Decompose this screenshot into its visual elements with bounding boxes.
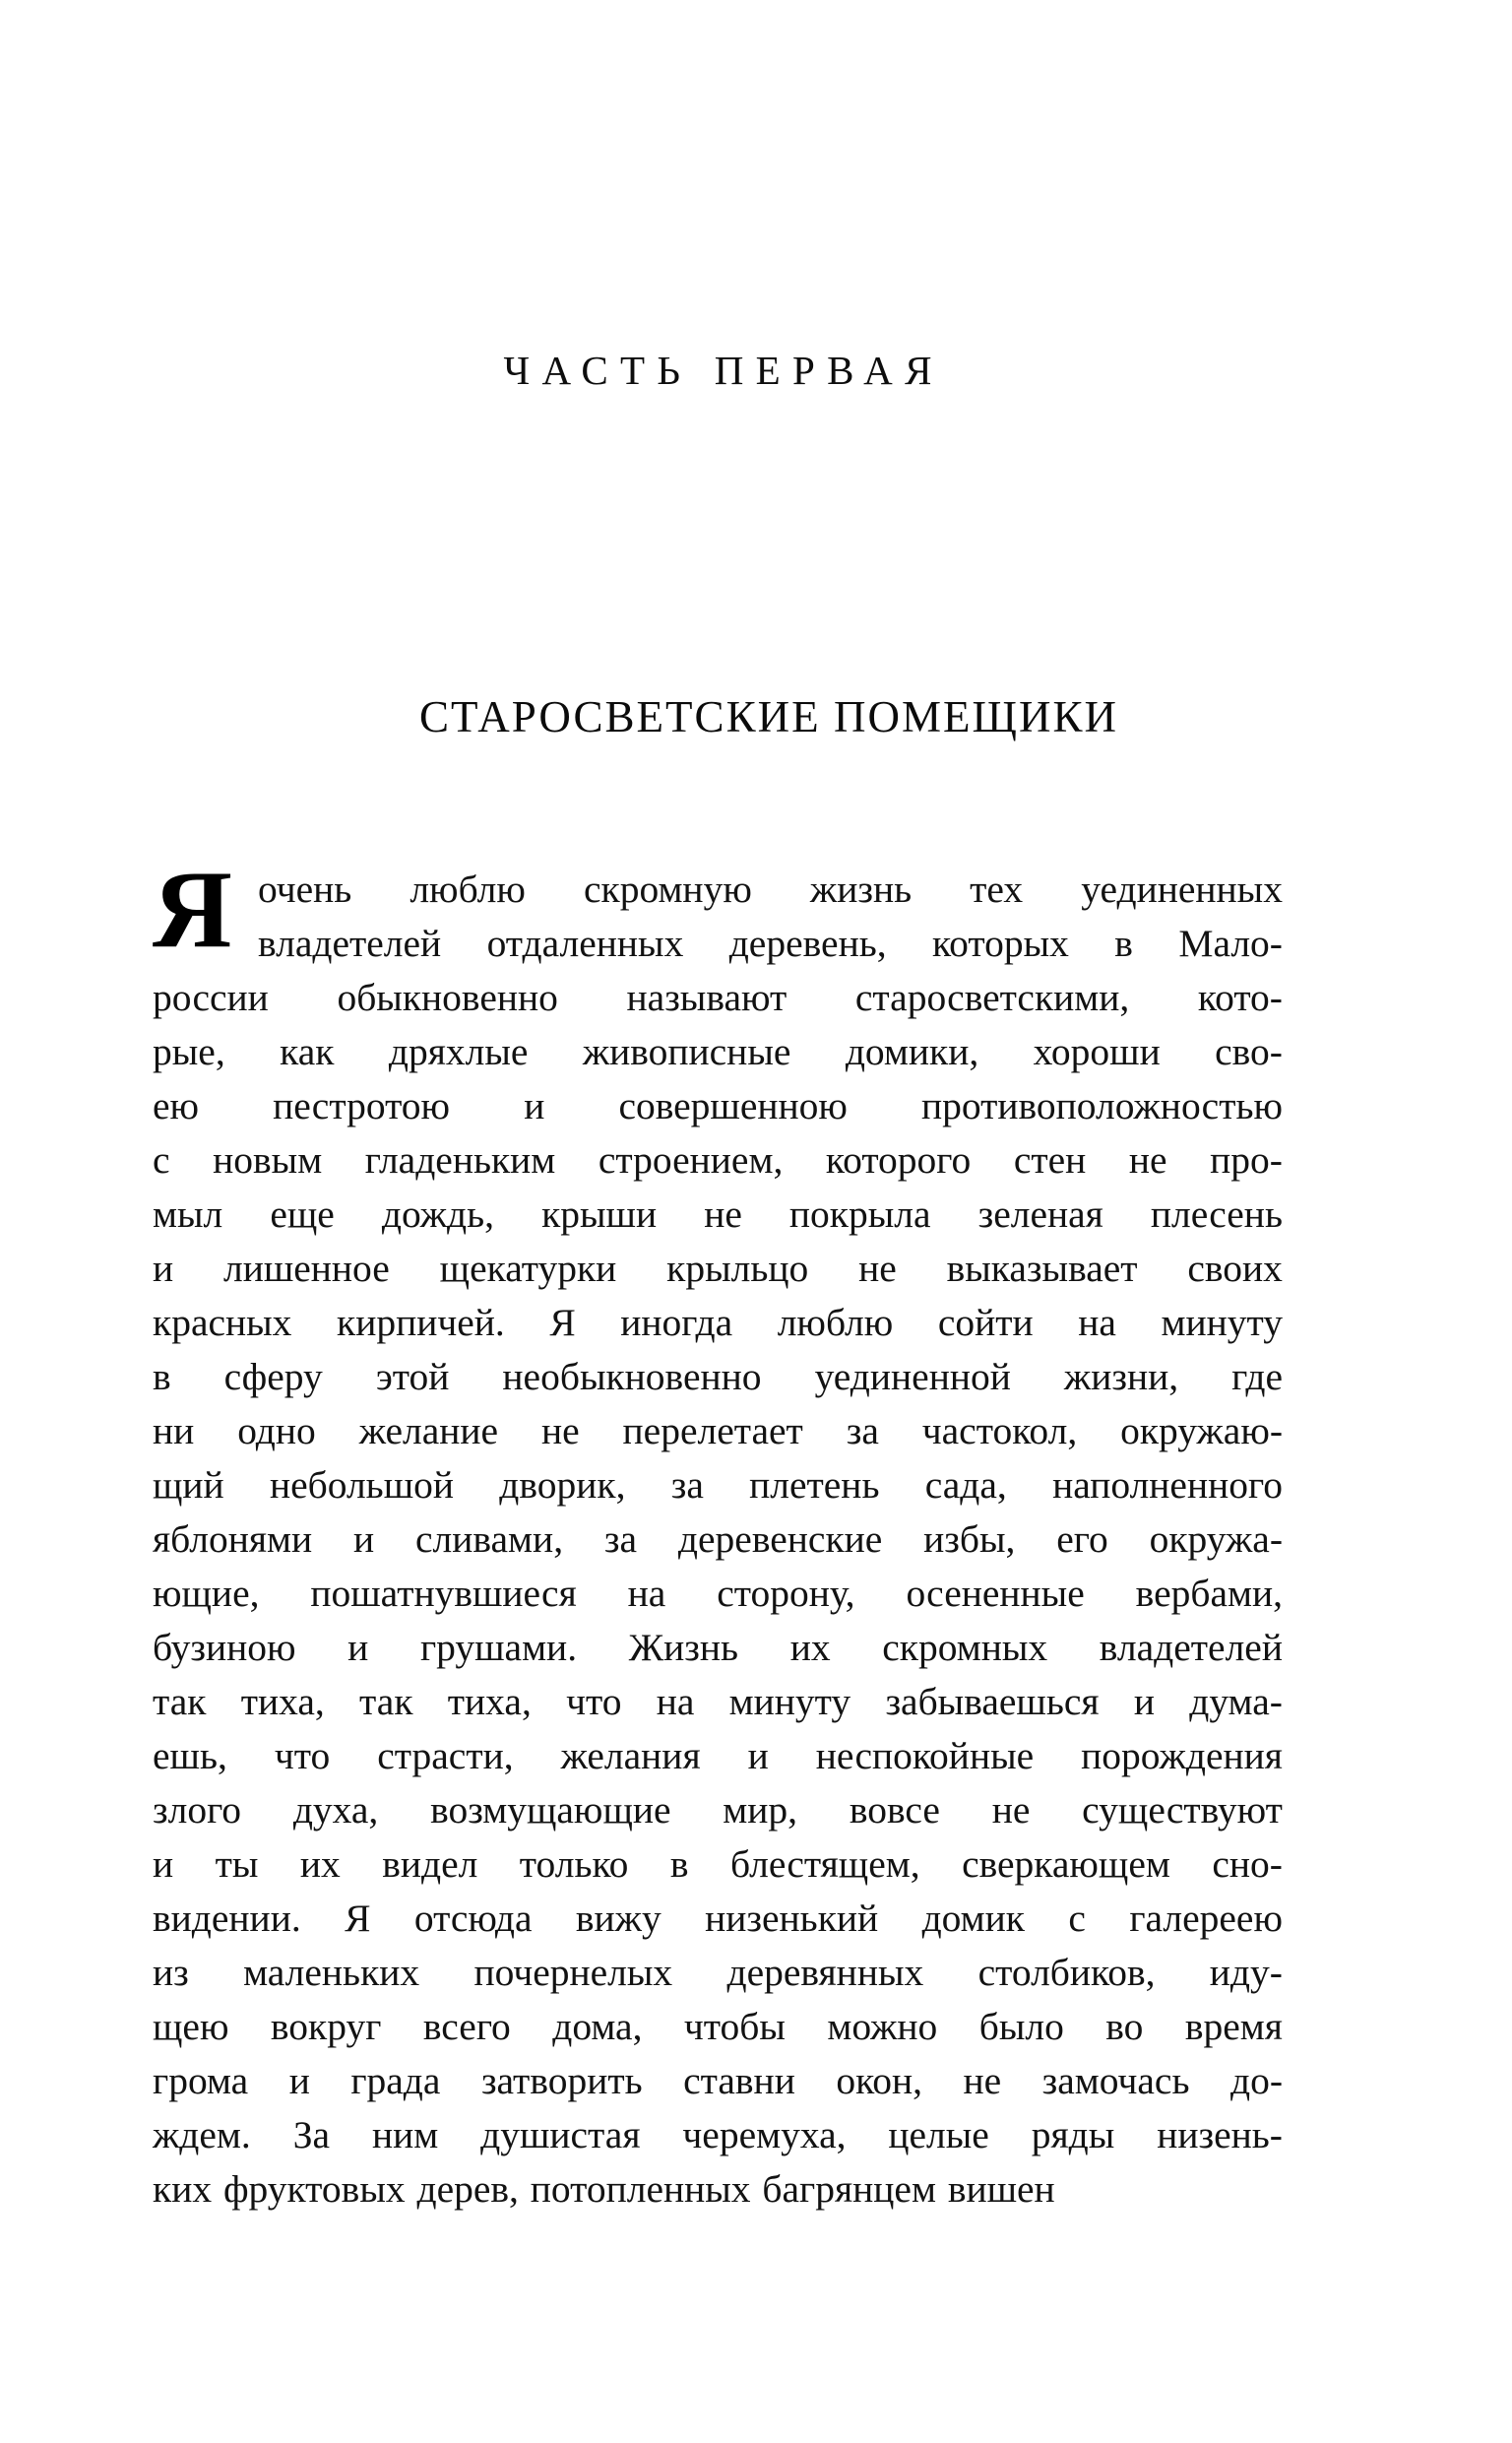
body-word: забываешься (885, 1680, 1100, 1723)
body-word: живописные (582, 1030, 791, 1073)
body-word: окружа- (1149, 1517, 1283, 1561)
body-word: тиха, (447, 1680, 532, 1723)
body-word: сферу (223, 1355, 323, 1398)
body-word: пестротою (273, 1084, 451, 1127)
body-word: ешь, (153, 1734, 227, 1777)
body-word: багрянцем (762, 2167, 936, 2211)
body-word: деревянных (726, 1951, 924, 1994)
body-word: потопленных (530, 2167, 751, 2211)
body-word: духа, (292, 1788, 379, 1832)
body-word: можно (827, 2005, 938, 2048)
body-line (153, 1188, 1283, 1242)
body-word: осененные (906, 1572, 1085, 1615)
body-word: щею (153, 2005, 229, 2048)
body-word: и (153, 1842, 174, 1886)
body-word: называют (626, 976, 788, 1019)
body-word: Я (549, 1301, 576, 1344)
chapter-title: СТАРОСВЕТСКИЕ ПОМЕЩИКИ (418, 692, 1119, 741)
body-word: щекатурки (439, 1247, 617, 1290)
body-word: яблонями (153, 1517, 313, 1561)
part-title: ЧАСТЬ ПЕРВАЯ (503, 348, 944, 393)
body-word: черемуха, (682, 2113, 847, 2156)
body-word: ставни (683, 2059, 795, 2102)
body-word: крыши (541, 1192, 658, 1236)
body-word: так (153, 1680, 207, 1723)
body-word: его (1056, 1517, 1108, 1561)
body-word: града (350, 2059, 441, 2102)
body-word: старосветскими, (854, 976, 1130, 1019)
body-word: дворик, (499, 1463, 626, 1507)
body-word: на (1078, 1301, 1116, 1344)
body-word: дряхлые (388, 1030, 529, 1073)
body-word: владетелей (1099, 1626, 1283, 1669)
body-word: красных (153, 1301, 292, 1344)
body-word: где (1231, 1355, 1283, 1398)
body-word: что (274, 1734, 331, 1777)
body-word: сво- (1215, 1030, 1283, 1073)
body-word: деревень, (728, 922, 887, 965)
body-word: и (524, 1084, 545, 1127)
body-word: которых (931, 922, 1069, 965)
body-word: наполненного (1052, 1463, 1283, 1507)
body-word: сно- (1212, 1842, 1283, 1886)
body-word: ждем. (153, 2113, 251, 2156)
body-word: порождения (1081, 1734, 1283, 1777)
body-word: строением, (598, 1138, 784, 1182)
body-word: их (789, 1626, 831, 1669)
body-word: из (153, 1951, 189, 1994)
body-word: дума- (1189, 1680, 1283, 1723)
body-line (153, 1458, 1283, 1512)
body-word: кирпичей. (337, 1301, 505, 1344)
body-word: противоположностью (921, 1084, 1283, 1127)
body-word: вокруг (270, 2005, 382, 2048)
body-word: люблю (777, 1301, 894, 1344)
body-word: и (347, 1626, 369, 1669)
body-word: и (747, 1734, 769, 1777)
body-line (153, 2162, 1283, 2217)
body-line (153, 1242, 1283, 1296)
body-word: не (991, 1788, 1031, 1832)
body-word: блестящем, (730, 1842, 920, 1886)
body-line (153, 1621, 1283, 1675)
body-word: вишен (947, 2167, 1055, 2211)
body-word: желания (560, 1734, 701, 1777)
body-line (153, 1729, 1283, 1783)
body-word: не (858, 1247, 897, 1290)
body-word: так (359, 1680, 413, 1723)
body-word: рые, (153, 1030, 225, 1073)
body-line (153, 1675, 1283, 1729)
body-word: сверкающем (962, 1842, 1170, 1886)
body-word: стен (1013, 1138, 1087, 1182)
body-word: за (603, 1517, 638, 1561)
body-word: еще (270, 1192, 335, 1236)
body-word: ряды (1031, 2113, 1115, 2156)
body-word: грушами. (419, 1626, 578, 1669)
body-word: очень (258, 868, 352, 911)
body-line (153, 1350, 1283, 1404)
body-word: не (704, 1192, 742, 1236)
body-word: иду- (1209, 1951, 1283, 1994)
body-line (153, 863, 1283, 917)
body-word: одно (237, 1409, 316, 1452)
body-word: целые (888, 2113, 989, 2156)
body-word: скромных (882, 1626, 1048, 1669)
body-word: жизни, (1063, 1355, 1179, 1398)
body-word: избы, (923, 1517, 1016, 1561)
body-line (153, 2108, 1283, 2162)
body-word: гладеньким (364, 1138, 556, 1182)
body-word: почернелых (473, 1951, 673, 1994)
body-word: сойти (937, 1301, 1034, 1344)
body-line (153, 1512, 1283, 1567)
body-word: видении. (153, 1897, 301, 1940)
body-line (153, 1892, 1283, 1946)
body-word: существуют (1082, 1788, 1283, 1832)
body-word: затворить (480, 2059, 643, 2102)
body-word: и (153, 1247, 174, 1290)
body-word: перелетает (622, 1409, 803, 1452)
body-word: сторону, (717, 1572, 855, 1615)
body-word: За (292, 2113, 331, 2156)
body-word: с (1068, 1897, 1086, 1940)
body-word: с (153, 1138, 170, 1182)
body-line (153, 1567, 1283, 1621)
body-word: зеленая (977, 1192, 1103, 1236)
body-word: замочась (1041, 2059, 1190, 2102)
body-word: кото- (1197, 976, 1283, 1019)
body-word: частокол, (921, 1409, 1078, 1452)
body-word: страсти, (377, 1734, 514, 1777)
body-line (153, 1946, 1283, 2000)
body-word: как (280, 1030, 335, 1073)
body-word: сада, (924, 1463, 1007, 1507)
body-word: во (1105, 2005, 1144, 2048)
body-paragraph (153, 849, 1283, 2217)
body-word: тех (970, 868, 1024, 911)
body-word: уединенных (1081, 868, 1283, 911)
body-word: которого (825, 1138, 972, 1182)
drop-cap: Я (153, 849, 232, 971)
body-line (153, 1025, 1283, 1079)
body-line (153, 1404, 1283, 1458)
body-line (153, 1079, 1283, 1133)
body-word: домики, (845, 1030, 979, 1073)
body-word: было (978, 2005, 1064, 2048)
body-word: минуту (1161, 1301, 1283, 1344)
body-word: что (566, 1680, 622, 1723)
body-word: всего (422, 2005, 511, 2048)
body-word: жизнь (809, 868, 913, 911)
body-word: душистая (480, 2113, 641, 2156)
body-word: маленьких (243, 1951, 420, 1994)
body-word: окон, (836, 2059, 923, 2102)
body-word: вовсе (849, 1788, 940, 1832)
body-word: и (288, 2059, 310, 2102)
body-word: за (670, 1463, 704, 1507)
body-word: тиха, (240, 1680, 325, 1723)
body-word: мыл (153, 1192, 223, 1236)
body-word: отсюда (413, 1897, 533, 1940)
body-word: их (299, 1842, 341, 1886)
body-word: дома, (552, 2005, 643, 2048)
body-word: уединенной (814, 1355, 1011, 1398)
body-word: новым (213, 1138, 323, 1182)
body-word: вижу (575, 1897, 662, 1940)
body-word: скромную (583, 868, 752, 911)
body-word: плесень (1150, 1192, 1283, 1236)
body-word: владетелей (258, 922, 442, 965)
body-word: отдаленных (486, 922, 684, 965)
body-word: иногда (620, 1301, 733, 1344)
body-word: ним (371, 2113, 439, 2156)
body-word: на (656, 1680, 695, 1723)
body-word: своих (1187, 1247, 1283, 1290)
body-word: грома (153, 2059, 249, 2102)
body-word: плетень (749, 1463, 880, 1507)
body-word: только (519, 1842, 629, 1886)
body-word: и (1133, 1680, 1155, 1723)
body-word: ющие, (153, 1572, 260, 1615)
body-word: люблю (410, 868, 526, 911)
text-column (153, 0, 1283, 2443)
body-line (153, 1133, 1283, 1188)
body-word: ты (215, 1842, 259, 1886)
body-word: щий (153, 1463, 224, 1507)
body-word: время (1184, 2005, 1283, 2048)
body-word: возмущающие (430, 1788, 671, 1832)
body-word: необыкновенно (502, 1355, 762, 1398)
body-word: Мало- (1178, 922, 1283, 965)
body-line (153, 917, 1283, 971)
body-word: злого (153, 1788, 242, 1832)
body-word: окружаю- (1120, 1409, 1283, 1452)
body-word: ких (153, 2167, 213, 2211)
body-word: мир, (723, 1788, 798, 1832)
body-word: низенький (705, 1897, 879, 1940)
body-word: вербами, (1135, 1572, 1283, 1615)
body-word: совершенною (618, 1084, 848, 1127)
body-word: покрыла (788, 1192, 931, 1236)
body-word: не (963, 2059, 1002, 2102)
body-word: Я (345, 1897, 371, 1940)
body-word: бузиною (153, 1626, 296, 1669)
body-line (153, 2000, 1283, 2054)
body-word: дерев, (416, 2167, 519, 2211)
body-word: минуту (728, 1680, 851, 1723)
body-word: желание (358, 1409, 499, 1452)
body-word: домик (921, 1897, 1025, 1940)
body-word: неспокойные (815, 1734, 1035, 1777)
body-word: низень- (1157, 2113, 1283, 2156)
body-word: за (846, 1409, 879, 1452)
body-word: ни (153, 1409, 195, 1452)
body-word: в (669, 1842, 689, 1886)
body-word: этой (375, 1355, 450, 1398)
body-word: россии (153, 976, 269, 1019)
body-word: и (353, 1517, 375, 1561)
body-word: выказывает (946, 1247, 1138, 1290)
body-lines (153, 863, 1283, 2217)
body-word: хороши (1033, 1030, 1161, 1073)
body-word: обыкновенно (337, 976, 558, 1019)
body-word: сливами, (415, 1517, 564, 1561)
body-word: не (540, 1409, 580, 1452)
body-word: в (1114, 922, 1133, 965)
body-word: Жизнь (628, 1626, 739, 1669)
body-word: галереею (1129, 1897, 1283, 1940)
body-word: видел (382, 1842, 478, 1886)
body-word: деревенские (677, 1517, 883, 1561)
body-word: крыльцо (666, 1247, 809, 1290)
body-word: фруктовых (222, 2167, 406, 2211)
body-word: в (153, 1355, 171, 1398)
body-word: лишенное (222, 1247, 390, 1290)
body-line (153, 971, 1283, 1025)
body-word: пошатнувшиеся (310, 1572, 577, 1615)
body-word: про- (1210, 1138, 1283, 1182)
body-line (153, 1296, 1283, 1350)
body-word: на (627, 1572, 666, 1615)
body-word: чтобы (683, 2005, 786, 2048)
body-word: дождь, (381, 1192, 495, 1236)
body-word: небольшой (269, 1463, 454, 1507)
body-word: до- (1229, 2059, 1283, 2102)
body-line (153, 2054, 1283, 2108)
body-line (153, 1837, 1283, 1892)
body-word: ею (153, 1084, 200, 1127)
body-word: не (1128, 1138, 1167, 1182)
body-word: столбиков, (977, 1951, 1156, 1994)
body-line (153, 1783, 1283, 1837)
